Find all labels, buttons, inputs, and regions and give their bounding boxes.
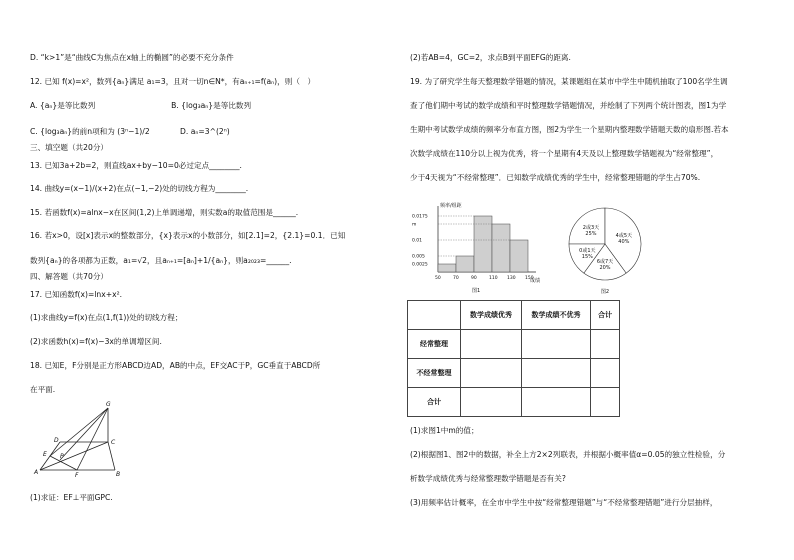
table-cell[interactable] xyxy=(461,330,522,359)
point-label: B xyxy=(116,471,121,478)
table-header-cell: 合计 xyxy=(591,301,620,330)
table-cell[interactable] xyxy=(522,388,591,417)
table-header-cell: 数学成绩优秀 xyxy=(461,301,522,330)
question-line: 查了他们期中考试的数学成绩和平时整理数学错题情况，并绘制了下列两个统计图表，图1为学 xyxy=(410,101,727,110)
question-line: (3)用频率估计概率，在全市中学生中按“经常整理错题”与“不经常整理错题”进行分层抽样， xyxy=(410,498,718,507)
question-line: 19. 为了研究学生每天整理数学错题的情况，某课题组在某市中学生中随机抽取了100名学生调 xyxy=(410,77,728,86)
question-line: 18. 已知E，F分别是正方形ABCD边AD，AB的中点，EF交AC于P，GC垂直于ABCD所 xyxy=(30,361,321,370)
table-cell[interactable] xyxy=(591,388,620,417)
slice-label: 6或7天 xyxy=(596,258,614,265)
question-line: 生期中考试数学成绩的频率分布直方图，图2为学生一个星期内整理数学错题天数的扇形图.若本 xyxy=(410,125,729,134)
x-tick-label: 90 xyxy=(471,276,477,281)
question-line: 次数学成绩在110分以上视为优秀，将一个星期有4天及以上整理数学错题视为“经常整理”， xyxy=(410,149,719,158)
histogram-bar xyxy=(474,216,492,272)
pie-chart xyxy=(555,200,655,295)
point-label: P xyxy=(60,453,64,460)
question-line: (1)求证：EF⊥平面GPC. xyxy=(30,493,113,502)
y-axis-label: 频率/组距 xyxy=(440,203,462,209)
x-tick-label: 110 xyxy=(489,276,498,281)
table-cell[interactable] xyxy=(522,359,591,388)
table-row xyxy=(408,359,620,388)
point-label: D xyxy=(54,437,59,444)
y-tick-label: 0.0025 xyxy=(412,262,428,268)
section-heading: 三、填空题（共20分） xyxy=(30,143,109,152)
question-line: 数列{aₙ}的各项都为正数，a₁=√2，且aₙ₊₁=[aₙ]+1/{aₙ}，则a₂₀₂₃=______. xyxy=(30,256,292,265)
row-label: 合计 xyxy=(408,388,461,417)
question-line: D. “k>1”是“曲线C为焦点在x轴上的椭圆”的必要不充分条件 xyxy=(30,53,234,62)
table-header-row xyxy=(408,301,620,330)
question-line: 13. 已知3a+2b=2，则直线ax+by−10=0必过定点________. xyxy=(30,161,242,170)
slice-percent: 15% xyxy=(581,253,593,260)
table-row xyxy=(408,388,620,417)
histogram-chart xyxy=(410,200,550,295)
table-cell[interactable] xyxy=(522,330,591,359)
x-tick-label: 150 xyxy=(525,276,534,281)
histogram-bar xyxy=(510,240,528,272)
point-label: A xyxy=(34,469,39,476)
question-line: A. {aₙ}是等比数列 B. {log₃aₙ}是等比数列 xyxy=(30,101,252,110)
table-row xyxy=(408,330,620,359)
slice-label: 0或1天 xyxy=(579,247,596,254)
question-line: 少于4天视为“不经常整理”．已知数学成绩优秀的学生中，经常整理错题的学生占70%. xyxy=(410,173,701,182)
slice-percent: 25% xyxy=(585,230,597,237)
question-line: (2)若AB=4，GC=2，求点B到平面EFG的距离. xyxy=(410,53,571,62)
question-line: 15. 若函数f(x)=alnx−x在区间(1,2)上单调递增，则实数a的取值范围是______. xyxy=(30,208,299,217)
question-line: (2)根据图1、图2中的数据，补全上方2×2列联表，并根据小概率值α=0.05的独立性检验，分 xyxy=(410,450,726,459)
section-heading: 四、解答题（共70分） xyxy=(30,272,109,281)
histogram-bar xyxy=(456,256,474,272)
geometry-figure xyxy=(20,400,130,478)
x-axis-label: 成绩 xyxy=(530,278,541,284)
question-line: 析数学成绩优秀与经常整理数学错题是否有关? xyxy=(410,474,566,483)
table-header-cell: 数学成绩不优秀 xyxy=(522,301,591,330)
table-cell[interactable] xyxy=(591,359,620,388)
row-label: 不经常整理 xyxy=(408,359,461,388)
x-tick-label: 70 xyxy=(453,276,459,281)
question-line: 17. 已知函数f(x)=lnx+x². xyxy=(30,290,123,299)
chart-caption: 图2 xyxy=(600,289,610,295)
y-tick-label: 0.005 xyxy=(412,254,425,260)
point-label: F xyxy=(75,472,79,478)
table-cell[interactable] xyxy=(461,388,522,417)
y-tick-label: 0.01 xyxy=(412,238,423,244)
y-tick-label: 0.0175 xyxy=(412,214,428,220)
question-line: 14. 曲线y=(x−1)/(x+2)在点(−1,−2)处的切线方程为________. xyxy=(30,184,249,193)
question-line: (1)求图1中m的值； xyxy=(410,426,479,435)
question-line: (2)求函数h(x)=f(x)−3x的单调增区间. xyxy=(30,337,162,346)
chart-caption: 图1 xyxy=(472,288,481,294)
table-cell[interactable] xyxy=(591,330,620,359)
slice-percent: 40% xyxy=(618,238,630,245)
point-label: G xyxy=(106,401,111,408)
slice-label: 4或5天 xyxy=(615,232,633,239)
question-line: 在平面. xyxy=(30,385,56,394)
point-label: C xyxy=(111,439,116,446)
slice-label: 2或3天 xyxy=(582,224,600,231)
question-line: C. {log₃aₙ}的前n项和为 (3ⁿ−1)/2 D. aₙ=3^(2ⁿ) xyxy=(30,127,230,136)
histogram-bar xyxy=(492,224,510,272)
question-line: (1)求曲线y=f(x)在点(1,f(1))处的切线方程； xyxy=(30,313,183,322)
x-tick-label: 130 xyxy=(507,276,516,281)
x-tick-label: 50 xyxy=(435,276,441,281)
y-tick-label: m xyxy=(412,222,417,228)
point-label: E xyxy=(43,451,47,458)
table-cell[interactable] xyxy=(461,359,522,388)
histogram-bar xyxy=(438,264,456,272)
question-line: 16. 若x>0，设[x]表示x的整数部分，{x}表示x的小数部分，如[2.1]=2，{2.1}=0.1．已知 xyxy=(30,231,346,240)
table-header-cell xyxy=(408,301,461,330)
question-line: 12. 已知 f(x)=x²，数列{aₙ}满足 a₁=3，且对一切n∈N*，有aₙ₊₁=f(aₙ)，则（ ） xyxy=(30,77,316,86)
row-label: 经常整理 xyxy=(408,330,461,359)
slice-percent: 20% xyxy=(599,264,611,271)
contingency-table xyxy=(407,300,620,417)
